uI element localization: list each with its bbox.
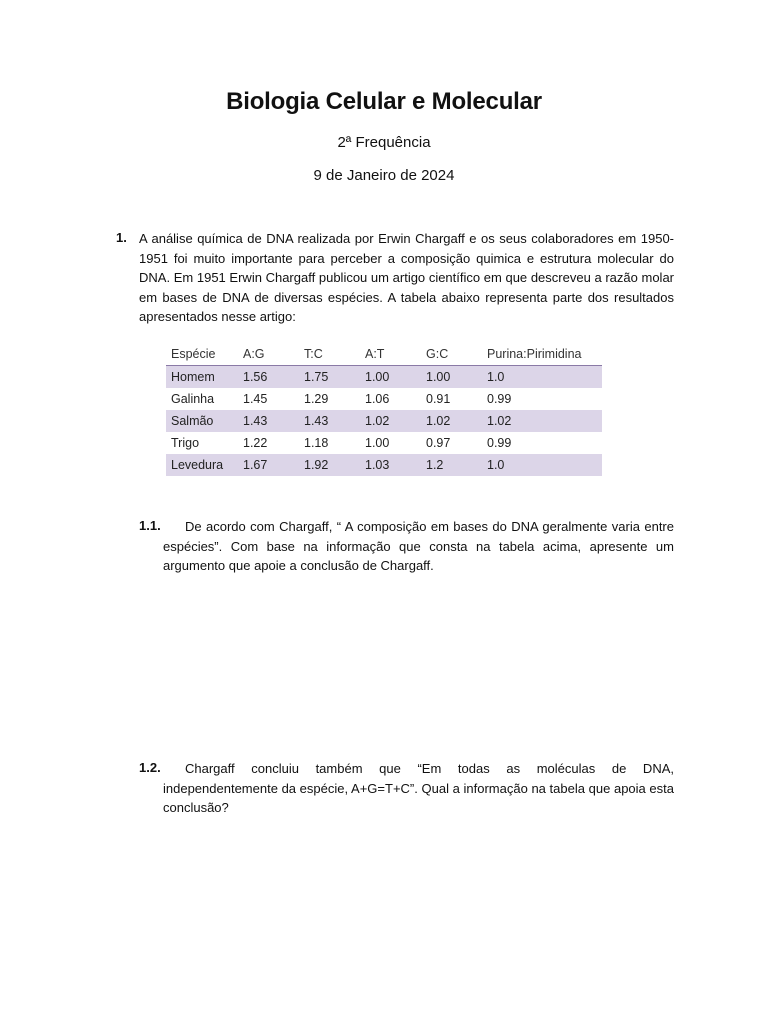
table-cell: 0.91: [426, 392, 451, 406]
table-cell: 1.00: [421, 366, 482, 389]
table-cell: 1.75: [299, 366, 360, 389]
document-subtitle: 2ª Frequência: [337, 134, 431, 151]
table-cell: 1.00: [365, 436, 390, 450]
table-cell: 1.0: [482, 366, 602, 389]
table-header-cell: T:C: [299, 343, 360, 366]
question-1-text: A análise química de DNA realizada por Erwin Chargaff e os seus colaboradores em 1950-1951 foi muito importante para perceber a composição quimica e estrutura molecular do DNA. Em 1951 Erwin Chargaff publicou um artigo científico em que descreveu a razão molar em bases de DNA de diversas espécies. A tabela abaixo representa parte dos resultados apresentados nesse artigo:: [139, 231, 674, 324]
question-1-1-number: 1.1.: [139, 518, 161, 533]
document-date: 9 de Janeiro de 2024: [313, 167, 455, 184]
table-cell: Trigo: [171, 436, 200, 450]
table-cell: 1.06: [365, 392, 390, 406]
table-row: [166, 432, 602, 454]
table-cell: 1.92: [299, 454, 360, 476]
table-header-cell: G:C: [421, 343, 482, 366]
table-row: [166, 388, 602, 410]
table-cell: 1.43: [238, 410, 299, 432]
table-row: [166, 366, 602, 389]
question-1-2-number: 1.2.: [139, 760, 161, 775]
table-cell: 1.03: [360, 454, 421, 476]
table-cell: 1.43: [299, 410, 360, 432]
table-cell: 0.97: [426, 436, 451, 450]
table-cell: Salmão: [166, 410, 238, 432]
table-cell: 1.02: [482, 410, 602, 432]
table-cell: 1.45: [243, 392, 268, 406]
table-cell: Galinha: [171, 392, 215, 406]
table-header-cell: Espécie: [166, 343, 238, 366]
table-row: [166, 454, 602, 476]
table-cell: 1.56: [238, 366, 299, 389]
table-header-cell: A:G: [238, 343, 299, 366]
table-cell: 1.02: [421, 410, 482, 432]
table-cell: 0.99: [487, 392, 512, 406]
table-row: [166, 410, 602, 432]
table-cell: 1.0: [482, 454, 602, 476]
table-cell: 1.29: [304, 392, 329, 406]
table-header-cell: Purina:Pirimidina: [482, 343, 602, 366]
table-cell: 1.00: [360, 366, 421, 389]
table-header-cell: A:T: [360, 343, 421, 366]
table-cell: 1.67: [238, 454, 299, 476]
table-cell: 1.02: [360, 410, 421, 432]
table-cell: 1.18: [304, 436, 329, 450]
document-title: Biologia Celular e Molecular: [226, 88, 542, 115]
question-1-1-text: De acordo com Chargaff, “ A composição em bases do DNA geralmente varia entre espécies”. Com base na informação que consta na tabela acima, apresente um argumento que apoie a conclusão de Chargaff.: [163, 519, 674, 573]
question-1-number: 1.: [116, 230, 127, 245]
table-cell: Levedura: [166, 454, 238, 476]
table-cell: Homem: [166, 366, 238, 389]
chargaff-table: [166, 343, 602, 476]
table-header-row: [166, 343, 602, 366]
table-cell: 1.22: [243, 436, 268, 450]
table-cell: 1.2: [421, 454, 482, 476]
question-1-2-text: Chargaff concluiu também que “Em todas as moléculas de DNA, independentemente da espécie, A+G=T+C”. Qual a informação na tabela que apoia esta conclusão?: [163, 761, 674, 815]
table-cell: 0.99: [487, 436, 512, 450]
